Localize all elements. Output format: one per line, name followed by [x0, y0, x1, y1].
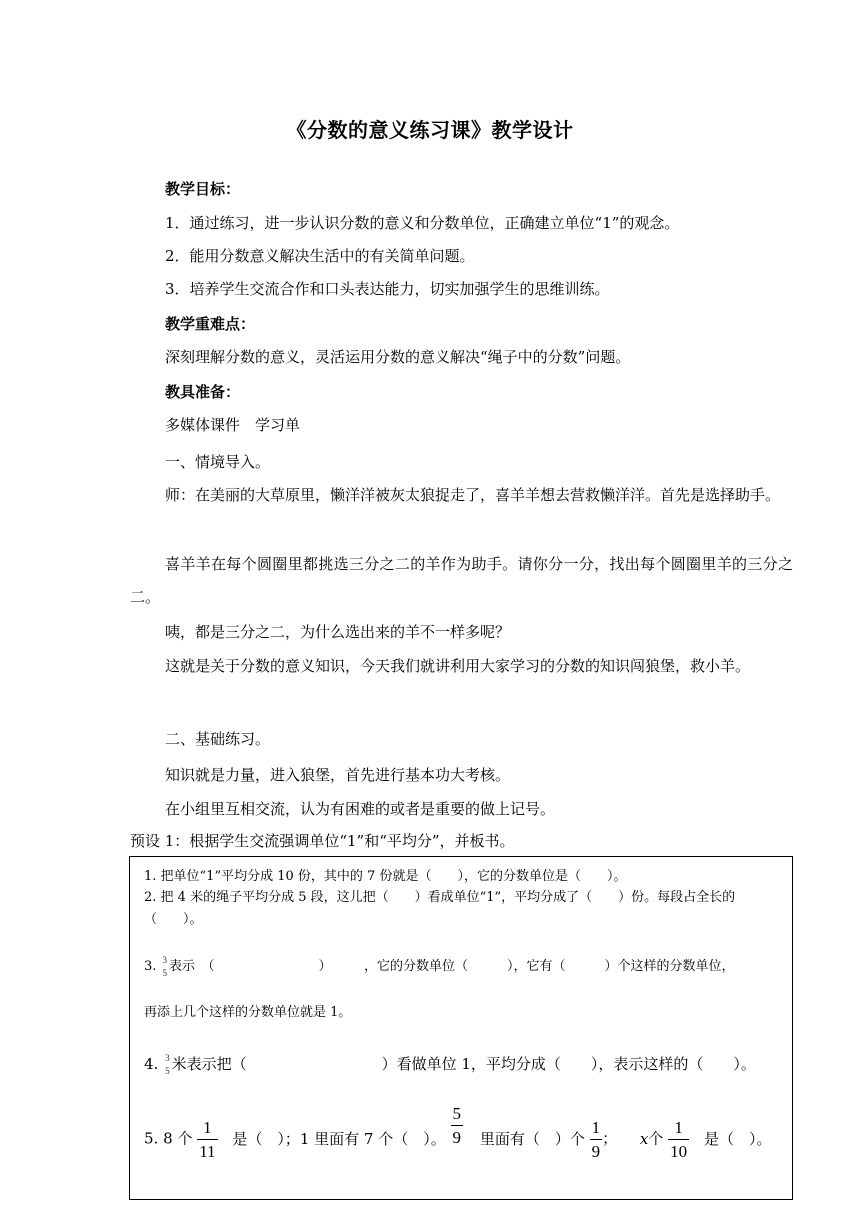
exercise-box: [129, 856, 793, 1200]
objective-item-1: 1．通过练习，进一步认识分数的意义和分数单位，正确建立单位“1”的观念。: [165, 214, 680, 232]
exercise-q2: 2. 把 4 米的绳子平均分成 5 段，这儿把（ ）看成单位“1”，平均分成了（ ）份。每段占全长的（ ）。: [144, 890, 736, 927]
q5-f1-numerator: 1: [203, 1118, 212, 1137]
q5-fraction-1-10: [668, 1119, 689, 1160]
exercise-q1: 1. 把单位“1”平均分成 10 份，其中的 7 份就是（ ），它的分数单位是（ ）。: [144, 869, 627, 884]
q5-f4-numerator: 1: [674, 1118, 683, 1137]
section2-paragraph-2: 在小组里互相交流，认为有困难的或者是重要的做上记号。: [165, 800, 556, 818]
q5-f4-denominator: 10: [670, 1142, 688, 1161]
section1-paragraph-2: 喜羊羊在每个圆圈里都挑选三分之二的羊作为助手。请你分一分，找出每个圆圈里羊的三分之二。: [130, 555, 793, 606]
q5-f2-denominator: 9: [452, 1128, 462, 1147]
materials-heading: 教具准备：: [165, 383, 241, 401]
q4-text: 米表示把（ ）看做单位 1，平均分成（ ），表示这样的（ ）。: [171, 1055, 756, 1073]
key-points-heading: 教学重难点：: [165, 315, 256, 333]
objectives-heading: 教学目标：: [165, 180, 241, 198]
preset-note: 预设 1：根据学生交流强调单位“1”和“平均分”，并板书。: [130, 832, 515, 850]
q4-fraction: [163, 1054, 172, 1076]
q5-part-a: 5. 8 个: [144, 1129, 193, 1148]
q4-number: 4.: [144, 1055, 159, 1073]
q4-fraction-denominator: 5: [165, 1066, 170, 1076]
objective-item-2: 2．能用分数意义解决生活中的有关简单问题。: [165, 247, 475, 265]
document-title: 《分数的意义练习课》教学设计: [286, 118, 574, 142]
q5-part-e: 个: [648, 1129, 664, 1148]
section2-paragraph-1: 知识就是力量，进入狼堡，首先进行基本功大考核。: [165, 766, 511, 784]
q4-fraction-numerator: 3: [165, 1053, 170, 1063]
q5-f2-numerator: 5: [452, 1104, 462, 1123]
q5-part-d: ；: [602, 1129, 618, 1148]
q3-number: 3.: [144, 959, 157, 974]
objective-item-3: 3．培养学生交流合作和口头表达能力，切实加强学生的思维训练。: [165, 280, 610, 298]
section1-heading: 一、情境导入。: [165, 453, 271, 471]
q5-part-c: 里面有（ ）个: [479, 1129, 585, 1148]
q5-f1-denominator: 11: [199, 1142, 216, 1161]
q5-variable-x: x: [639, 1129, 649, 1148]
exercise-q5: [144, 1104, 772, 1161]
materials-text: 多媒体课件 学习单: [165, 416, 301, 434]
q3-fraction-denominator: 5: [162, 967, 168, 978]
q5-f3-numerator: 1: [591, 1118, 601, 1137]
q5-part-f: 是（ ）。: [703, 1129, 772, 1148]
exercise-q3: [144, 955, 735, 978]
q5-part-b: 是（ ）；1 里面有 7 个（ ）。: [232, 1129, 446, 1148]
exercise-q4: [144, 1053, 756, 1076]
q3-fraction: [161, 956, 170, 978]
q3-text: 表示 （ ） ，它的分数单位（ ），它有（ ）个这样的分数单位，: [169, 959, 735, 974]
exercise-q3-line2: 再添上几个这样的分数单位就是 1。: [144, 1005, 352, 1020]
section1-paragraph-1: 师：在美丽的大草原里，懒洋洋被灰太狼捉走了，喜羊羊想去营救懒洋洋。首先是选择助手。: [165, 486, 781, 504]
q5-fraction-5-9: [451, 1105, 464, 1146]
q5-f3-denominator: 9: [591, 1142, 601, 1161]
section2-heading: 二、基础练习。: [165, 730, 271, 748]
q5-fraction-1-11: [197, 1119, 217, 1160]
q3-fraction-numerator: 3: [162, 954, 168, 965]
section1-paragraph-4: 这就是关于分数的意义知识，今天我们就讲利用大家学习的分数的知识闯狼堡，救小羊。: [165, 657, 751, 675]
section1-paragraph-3: 咦，都是三分之二，为什么选出来的羊不一样多呢？: [165, 623, 511, 641]
key-points-text: 深刻理解分数的意义，灵活运用分数的意义解决“绳子中的分数”问题。: [165, 348, 631, 366]
q5-fraction-1-9: [590, 1119, 603, 1160]
